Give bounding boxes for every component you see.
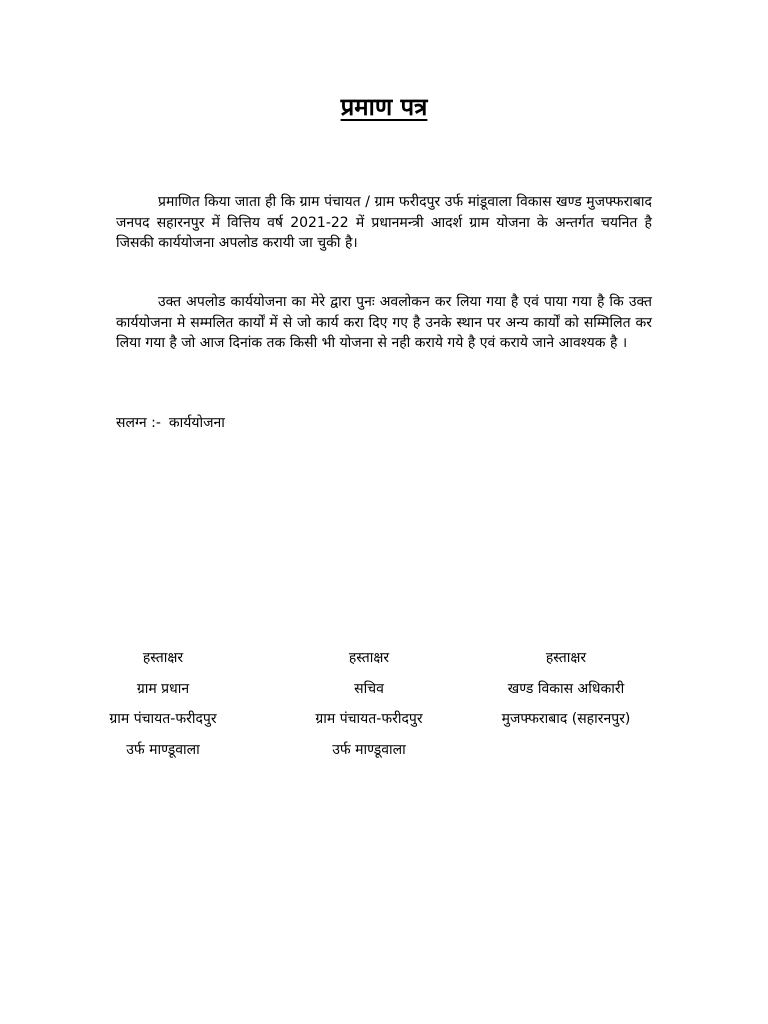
- signatory-khand-vikas-adhikari: [466, 646, 666, 738]
- office-label: ग्राम पंचायत-फरीदपुर: [109, 711, 217, 727]
- signatory-gram-pradhan: [63, 646, 263, 768]
- enclosure-line: [116, 413, 225, 433]
- enclosure-label: सलग्न :-: [116, 415, 161, 431]
- office-line2-label: उर्फ माण्डूवाला: [126, 741, 200, 758]
- signature-label: हस्ताक्षर: [348, 650, 390, 666]
- signatory-sachiv: [269, 646, 469, 768]
- enclosure-value: कार्ययोजना: [168, 415, 225, 431]
- office-label: मुजफ्फराबाद (सहारनपुर): [501, 711, 631, 727]
- designation-label: खण्ड विकास अधिकारी: [507, 680, 625, 697]
- certificate-paragraph-1: प्रमाणित किया जाता ही कि ग्राम पंचायत / ग्राम फरीदपुर उर्फ मांडूवाला विकास खण्ड मुजफ्फराबाद जनपद सहारनपुर में वित्तिय वर्ष 2021-22 में प्रधानमन्त्री आदर्श ग्राम योजना के अन्तर्गत चयनित है जिसकी कार्ययोजना अपलोड करायी जा चुकी है।: [116, 194, 652, 251]
- office-line2-label: उर्फ माण्डूवाला: [332, 741, 406, 758]
- designation-label: ग्राम प्रधान: [136, 680, 190, 697]
- designation-label: सचिव: [354, 680, 384, 697]
- office-label: ग्राम पंचायत-फरीदपुर: [315, 711, 423, 727]
- signature-label: हस्ताक्षर: [545, 650, 587, 666]
- page-title: प्रमाण पत्र: [340, 93, 428, 121]
- certificate-paragraph-2: उक्त अपलोड कार्ययोजना का मेरे द्वारा पुनः अवलोकन कर लिया गया है एवं पाया गया है कि उक्त कार्ययोजना मे सम्मलित कार्यों में से जो कार्य करा दिए गए है उनके स्थान पर अन्य कार्यों को सम्मिलित कर लिया गया है जो आज दिनांक तक किसी भी योजना से नही कराये गये है एवं कराये जाने आवश्यक है ।: [116, 294, 652, 351]
- signature-label: हस्ताक्षर: [142, 650, 184, 666]
